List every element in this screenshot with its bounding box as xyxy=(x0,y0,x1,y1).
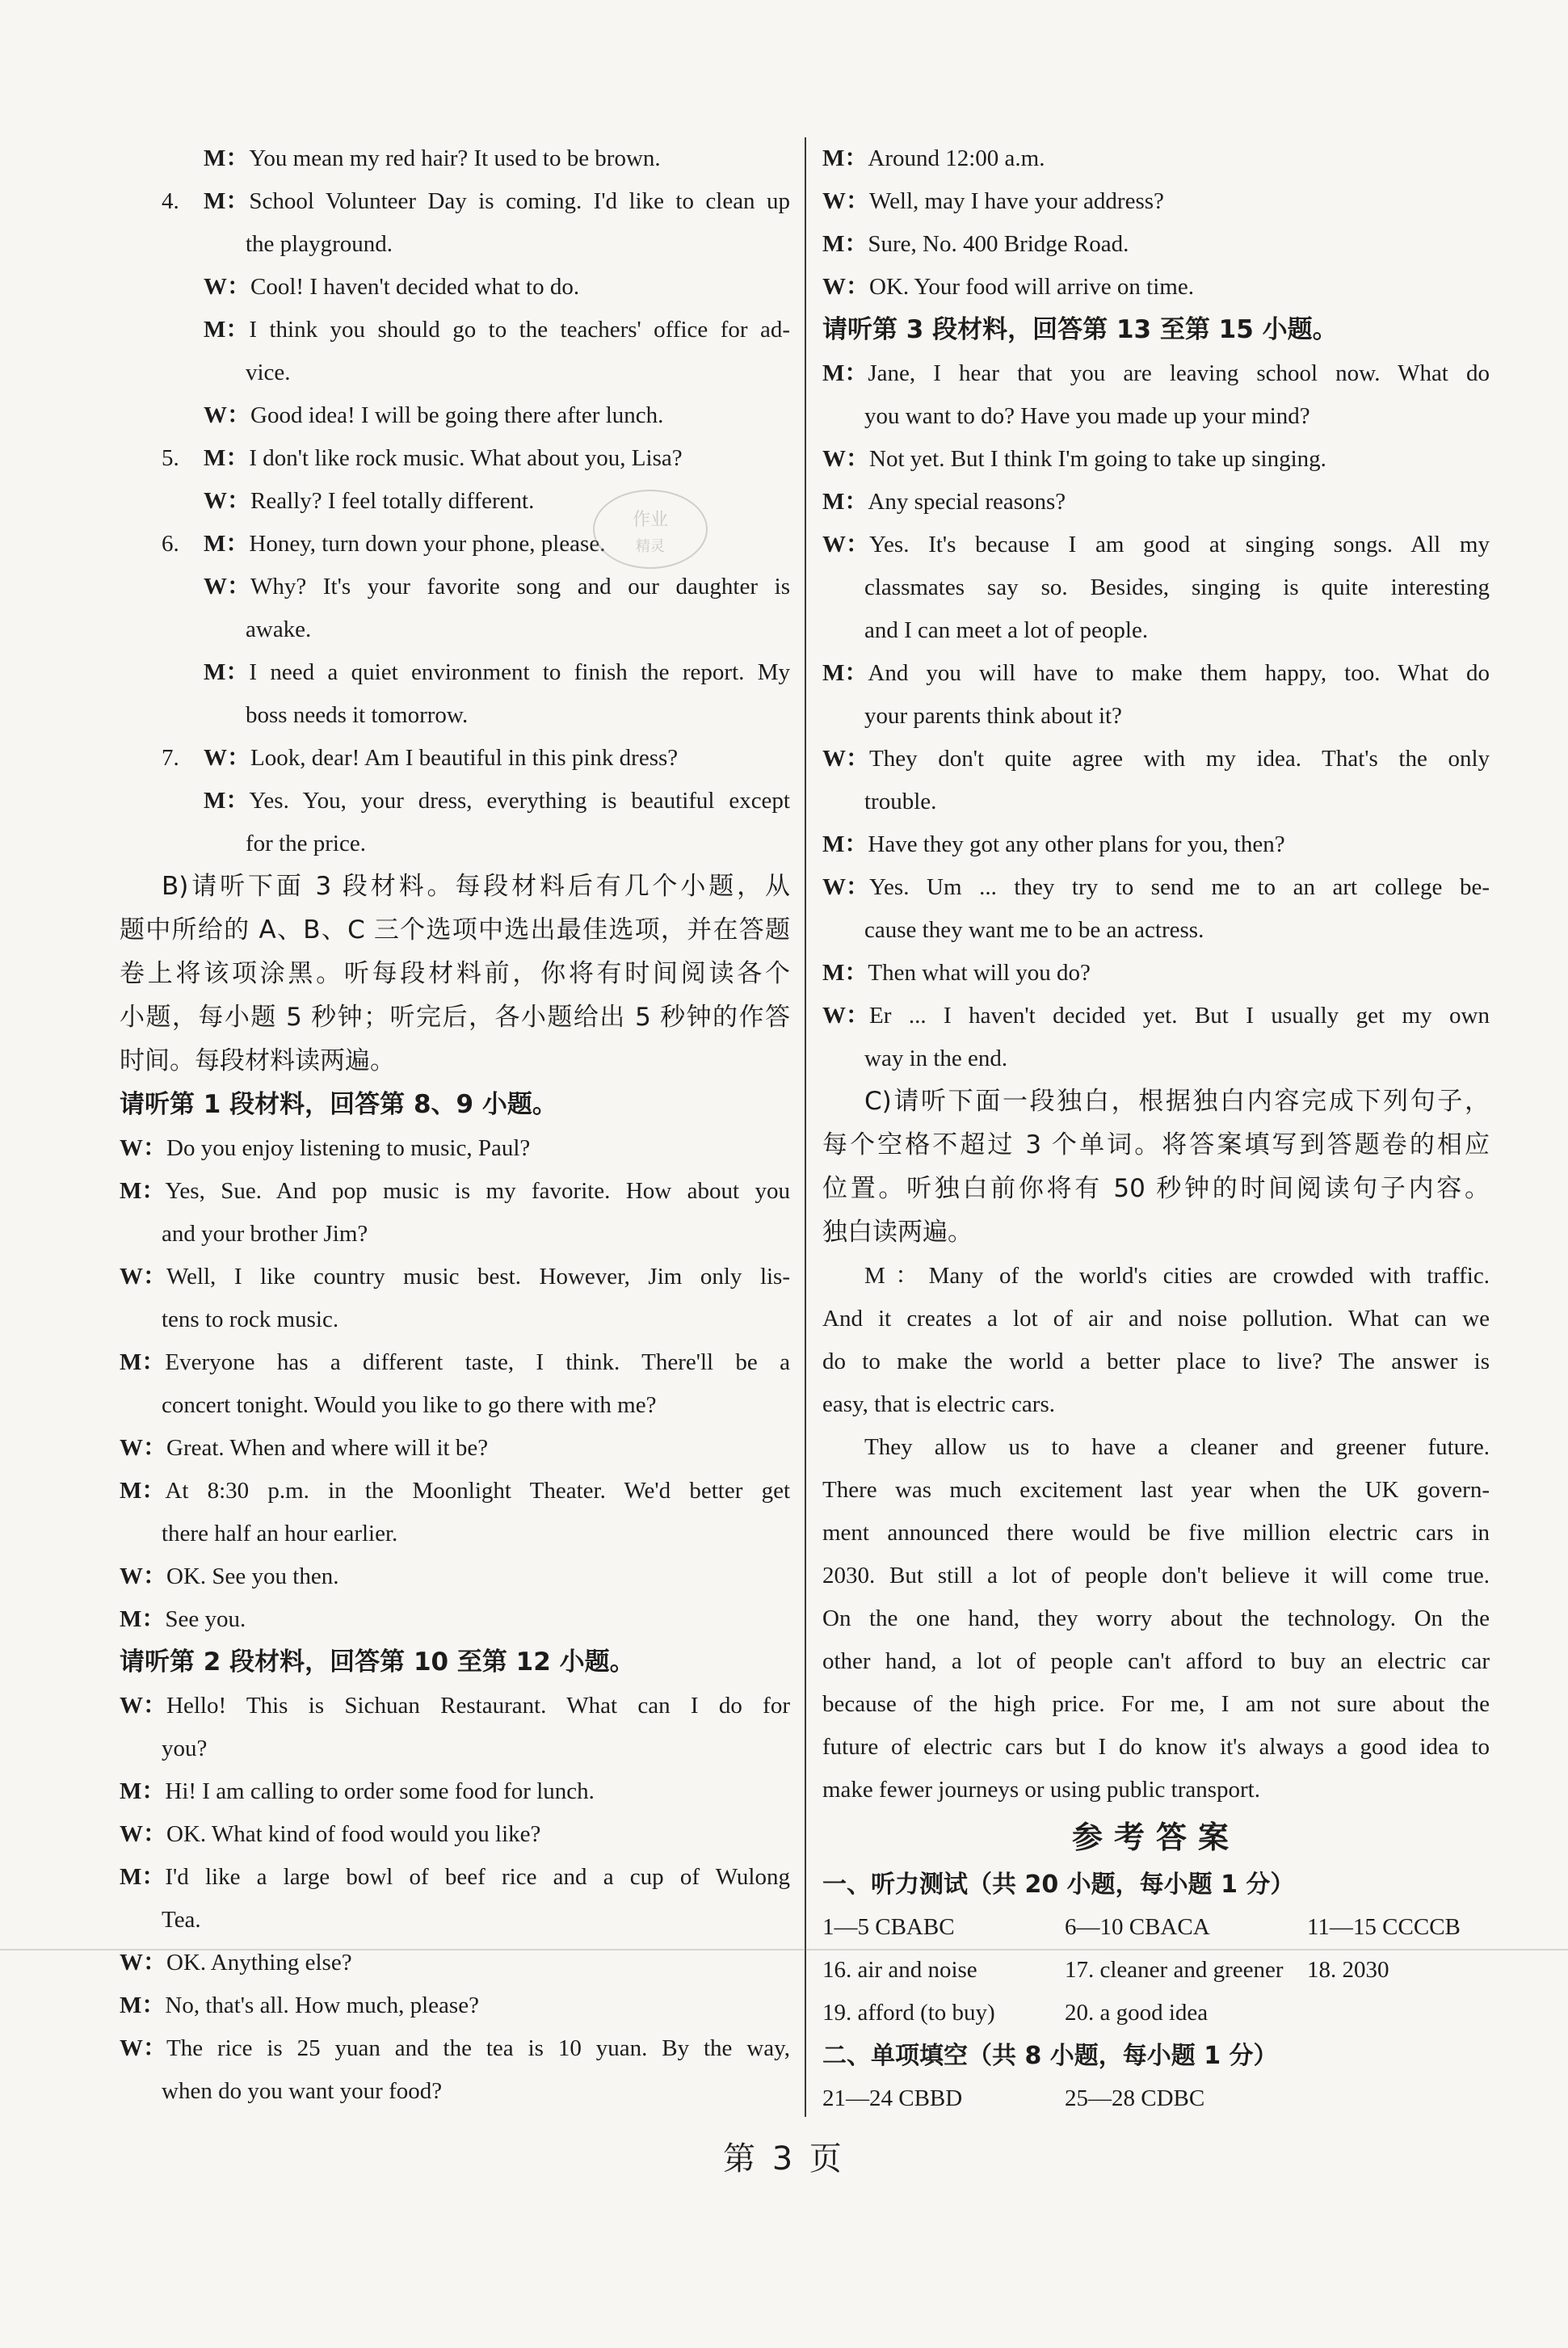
speaker-label: M： xyxy=(204,317,250,343)
dialogue-text: Have they got any other plans for you, then? xyxy=(868,831,1285,857)
dialogue-text: Any special reasons? xyxy=(868,489,1066,515)
text-line xyxy=(120,1685,790,1727)
text-line xyxy=(120,1598,790,1641)
text-line xyxy=(120,1770,790,1813)
text-line xyxy=(822,1037,1490,1080)
speaker-label: W： xyxy=(204,574,251,600)
dialogue-text: At 8:30 p.m. in the Moonlight Theater. We'd better get xyxy=(165,1478,790,1504)
text-line xyxy=(120,1942,790,1984)
dialogue-text: and your brother Jim? xyxy=(162,1221,368,1247)
dialogue-text: No, that's all. How much, please? xyxy=(165,1992,479,2018)
text-line xyxy=(822,1469,1490,1512)
text-line xyxy=(822,1426,1490,1469)
speaker-label: W： xyxy=(822,746,870,772)
text-line xyxy=(120,394,790,437)
speaker-label: M： xyxy=(204,659,250,685)
dialogue-text: Around 12:00 a.m. xyxy=(868,145,1045,171)
text-line xyxy=(822,481,1490,524)
dialogue-text: Hello! This is Sichuan Restaurant. What can I do for xyxy=(166,1693,790,1719)
right-column-text xyxy=(822,137,1490,1811)
dialogue-text: They don't quite agree with my idea. That's the only xyxy=(869,746,1490,772)
text-line xyxy=(162,180,790,223)
speaker-label: M： xyxy=(120,1478,166,1504)
dialogue-text: trouble. xyxy=(864,789,937,814)
answer-cell: 11—15 CCCCB xyxy=(1307,1914,1461,1940)
speaker-label: M： xyxy=(822,489,868,515)
speaker-label: M： xyxy=(120,1349,166,1375)
speaker-label: W： xyxy=(204,745,251,771)
text-line xyxy=(822,695,1490,738)
dialogue-text: I'd like a large bowl of beef rice and a cup of Wulong xyxy=(165,1864,790,1890)
svg-text:精灵: 精灵 xyxy=(636,538,665,555)
text-line xyxy=(120,2070,790,2113)
dialogue-text: ment announced there would be five million electric cars in xyxy=(822,1520,1490,1546)
answer-cell: 18. 2030 xyxy=(1307,1957,1389,1983)
text-line xyxy=(120,223,790,266)
speaker-label: W： xyxy=(822,532,870,558)
text-line xyxy=(822,1769,1490,1811)
instruction-text: 题中所给的 A、B、C 三个选项中选出最佳选项，并在答题 xyxy=(120,915,790,945)
instruction-text: 每个空格不超过 3 个单词。将答案填写到答题卷的相应 xyxy=(822,1130,1490,1159)
text-line xyxy=(822,180,1490,223)
dialogue-text: They allow us to have a cleaner and greener future. xyxy=(864,1434,1490,1460)
dialogue-text: your parents think about it? xyxy=(864,703,1122,729)
text-line xyxy=(120,694,790,737)
text-line xyxy=(822,438,1490,481)
speaker-label: M： xyxy=(204,788,250,814)
answer-title: 参考答案 xyxy=(1071,1820,1240,1855)
answer-cell: 19. afford (to buy) xyxy=(822,2000,995,2026)
dialogue-text: OK. Anything else? xyxy=(166,1950,352,1976)
speaker-label: M： xyxy=(822,145,868,171)
text-line xyxy=(822,995,1490,1037)
text-line xyxy=(822,1168,1490,1211)
text-line xyxy=(120,1341,790,1384)
dialogue-text: Sure, No. 400 Bridge Road. xyxy=(868,231,1129,257)
dialogue-text: tens to rock music. xyxy=(162,1307,339,1332)
speaker-label: W： xyxy=(120,1821,167,1847)
text-line xyxy=(120,1984,790,2027)
answer-section-listening: 一、听力测试（共 20 小题，每小题 1 分） xyxy=(822,1870,1295,1899)
dialogue-text: the playground. xyxy=(246,231,393,257)
speaker-label: W： xyxy=(120,1435,167,1461)
speaker-label: M： xyxy=(120,1778,166,1804)
text-line xyxy=(120,780,790,823)
dialogue-text: you want to do? Have you made up your mind? xyxy=(864,403,1310,429)
speaker-label: W： xyxy=(120,1135,167,1161)
text-line xyxy=(822,823,1490,866)
item-number: 4. xyxy=(162,188,179,214)
answer-cell: 25—28 CDBC xyxy=(1065,2085,1205,2111)
item-number: 6. xyxy=(162,531,179,557)
dialogue-text: On the one hand, they worry about the technology. On the xyxy=(822,1605,1490,1631)
speaker-label: M： xyxy=(822,960,868,986)
instruction-text: 请听第 1 段材料，回答第 8、9 小题。 xyxy=(120,1090,557,1119)
dialogue-text: Tea. xyxy=(162,1907,201,1933)
instruction-text: 位置。听独白前你将有 50 秒钟的时间阅读句子内容。 xyxy=(822,1174,1490,1203)
instruction-text: 独白读两遍。 xyxy=(822,1218,973,1247)
instruction-text: 请听第 2 段材料，回答第 10 至第 12 小题。 xyxy=(120,1647,635,1677)
dialogue-text: because of the high price. For me, I am not sure about the xyxy=(822,1691,1490,1717)
speaker-label: M： xyxy=(120,1606,166,1632)
instruction-text: 小题，每小题 5 秒钟；听完后，各小题给出 5 秒钟的作答 xyxy=(120,1003,790,1032)
text-line xyxy=(120,1470,790,1513)
watermark-stamp-icon xyxy=(590,485,711,574)
instruction-text: C)请听下面一段独白，根据独白内容完成下列句子， xyxy=(864,1087,1490,1116)
text-line xyxy=(120,266,790,309)
speaker-label: W： xyxy=(120,1563,167,1589)
dialogue-text: Er ... I haven't decided yet. But I usually get my own xyxy=(869,1003,1490,1029)
speaker-label: M： xyxy=(204,145,250,171)
text-line xyxy=(120,1213,790,1256)
text-line xyxy=(120,1084,790,1127)
dialogue-text: School Volunteer Day is coming. I'd like to clean up xyxy=(249,188,790,214)
dialogue-text: boss needs it tomorrow. xyxy=(246,702,469,728)
answer-cell: 16. air and noise xyxy=(822,1957,977,1983)
text-line xyxy=(120,608,790,651)
dialogue-text: OK. See you then. xyxy=(166,1563,339,1589)
answer-key xyxy=(822,1811,1490,2120)
speaker-label: W： xyxy=(822,874,870,900)
text-line xyxy=(822,1340,1490,1383)
dialogue-text: Yes. It's because I am good at singing songs. All my xyxy=(869,532,1490,558)
svg-text:作业: 作业 xyxy=(632,510,669,530)
answer-cell: 20. a good idea xyxy=(1065,2000,1209,2026)
text-line xyxy=(822,1080,1490,1124)
dialogue-text: easy, that is electric cars. xyxy=(822,1391,1055,1417)
speaker-label: W： xyxy=(120,1264,167,1290)
text-line xyxy=(822,781,1490,823)
text-line xyxy=(120,1170,790,1213)
text-line xyxy=(822,1555,1490,1597)
speaker-label: W： xyxy=(120,1950,167,1976)
dialogue-text: Why? It's your favorite song and our daughter is xyxy=(250,574,790,600)
speaker-label: M： xyxy=(204,531,250,557)
answer-row xyxy=(822,1906,1490,1949)
dialogue-text: 2030. But still a lot of people don't believe it will come true. xyxy=(822,1563,1490,1588)
text-line xyxy=(822,395,1490,438)
right-column xyxy=(822,137,1490,2120)
text-line xyxy=(120,351,790,394)
text-line xyxy=(120,909,790,953)
text-line xyxy=(822,738,1490,781)
text-line xyxy=(162,437,790,480)
dialogue-text: Well, I like country music best. However, Jim only lis- xyxy=(166,1264,790,1290)
text-line xyxy=(822,1726,1490,1769)
text-line xyxy=(822,1597,1490,1640)
speaker-label: W： xyxy=(204,274,251,300)
dialogue-text: for the price. xyxy=(246,831,366,856)
speaker-label: M： xyxy=(204,445,250,471)
text-line xyxy=(120,1040,790,1084)
text-line xyxy=(822,223,1490,266)
answer-rows-listening xyxy=(822,1906,1490,2035)
dialogue-text: The rice is 25 yuan and the tea is 10 yuan. By the way, xyxy=(166,2035,790,2061)
text-line xyxy=(120,996,790,1040)
dialogue-text: there half an hour earlier. xyxy=(162,1521,398,1546)
speaker-label: M： xyxy=(204,188,250,214)
dialogue-text: M：Many of the world's cities are crowded with traffic. xyxy=(864,1263,1490,1289)
text-line xyxy=(822,952,1490,995)
answer-rows-single-choice xyxy=(822,2077,1490,2120)
dialogue-text: way in the end. xyxy=(864,1046,1008,1071)
dialogue-text: I need a quiet environment to finish the report. My xyxy=(249,659,790,685)
dialogue-text: vice. xyxy=(246,360,291,385)
item-number: 7. xyxy=(162,745,179,771)
dialogue-text: Well, may I have your address? xyxy=(869,188,1164,214)
text-line xyxy=(822,1512,1490,1555)
speaker-label: W： xyxy=(204,402,251,428)
text-line xyxy=(120,1641,790,1685)
text-line xyxy=(120,823,790,865)
text-line xyxy=(162,737,790,780)
dialogue-text: You mean my red hair? It used to be brown. xyxy=(249,145,661,171)
dialogue-text: Not yet. But I think I'm going to take up singing. xyxy=(869,446,1326,472)
text-line xyxy=(120,1298,790,1341)
dialogue-text: Yes, Sue. And pop music is my favorite. How about you xyxy=(165,1178,790,1204)
speaker-label: W： xyxy=(822,1003,870,1029)
answer-cell: 21—24 CBBD xyxy=(822,2085,963,2111)
dialogue-text: Then what will you do? xyxy=(868,960,1091,986)
dialogue-text: I don't like rock music. What about you, Lisa? xyxy=(249,445,683,471)
dialogue-text: awake. xyxy=(246,616,312,642)
text-line xyxy=(822,137,1490,180)
dialogue-text: Yes. Um ... they try to send me to an art college be- xyxy=(869,874,1490,900)
dialogue-text: cause they want me to be an actress. xyxy=(864,917,1204,943)
speaker-label: W： xyxy=(204,488,251,514)
dialogue-text: See you. xyxy=(165,1606,246,1632)
dialogue-text: And it creates a lot of air and noise pollution. What can we xyxy=(822,1306,1490,1332)
text-line xyxy=(120,1513,790,1555)
speaker-label: M： xyxy=(822,360,868,386)
instruction-text: 时间。每段材料读两遍。 xyxy=(120,1046,395,1075)
speaker-label: W： xyxy=(822,274,870,300)
speaker-label: M： xyxy=(120,1178,166,1204)
text-line xyxy=(120,1256,790,1298)
speaker-label: W： xyxy=(822,188,870,214)
dialogue-text: future of electric cars but I do know it's always a good idea to xyxy=(822,1734,1490,1760)
dialogue-text: Hi! I am calling to order some food for lunch. xyxy=(165,1778,595,1804)
dialogue-text: Good idea! I will be going there after lunch. xyxy=(250,402,664,428)
text-line xyxy=(822,1124,1490,1168)
instruction-text: B)请听下面 3 段材料。每段材料后有几个小题，从 xyxy=(162,872,790,901)
dialogue-text: Honey, turn down your phone, please. xyxy=(249,531,606,557)
speaker-label: M： xyxy=(120,1864,166,1890)
text-line xyxy=(120,1555,790,1598)
text-line xyxy=(120,1427,790,1470)
dialogue-text: Everyone has a different taste, I think. There'll be a xyxy=(165,1349,790,1375)
dialogue-text: classmates say so. Besides, singing is quite interesting xyxy=(864,574,1490,600)
text-line xyxy=(120,1856,790,1899)
dialogue-text: Great. When and where will it be? xyxy=(166,1435,489,1461)
text-line xyxy=(822,352,1490,395)
item-number: 5. xyxy=(162,445,179,471)
speaker-label: M： xyxy=(822,831,868,857)
left-column xyxy=(120,137,790,2113)
speaker-label: M： xyxy=(822,660,868,686)
text-line xyxy=(120,2027,790,2070)
dialogue-text: OK. What kind of food would you like? xyxy=(166,1821,541,1847)
dialogue-text: Look, dear! Am I beautiful in this pink dress? xyxy=(250,745,679,771)
text-line xyxy=(120,1384,790,1427)
answer-row xyxy=(822,2077,1490,2120)
text-line xyxy=(822,1298,1490,1340)
page-number: 第 3 页 xyxy=(723,2140,845,2178)
text-line xyxy=(822,566,1490,609)
text-line xyxy=(120,137,790,180)
text-line xyxy=(120,1813,790,1856)
dialogue-text: I think you should go to the teachers' office for ad- xyxy=(249,317,790,343)
text-line xyxy=(822,909,1490,952)
dialogue-text: And you will have to make them happy, too. What do xyxy=(868,660,1490,686)
dialogue-text: Jane, I hear that you are leaving school now. What do xyxy=(868,360,1490,386)
dialogue-text: you? xyxy=(162,1736,208,1761)
speaker-label: W： xyxy=(822,446,870,472)
answer-cell: 17. cleaner and greener xyxy=(1065,1957,1284,1983)
speaker-label: W： xyxy=(120,2035,167,2061)
dialogue-text: There was much excitement last year when the UK govern- xyxy=(822,1477,1490,1503)
column-divider xyxy=(805,137,806,2117)
answer-cell: 6—10 CBACA xyxy=(1065,1914,1210,1940)
text-line xyxy=(120,1727,790,1770)
text-line xyxy=(120,865,790,909)
dialogue-text: Really? I feel totally different. xyxy=(250,488,535,514)
speaker-label: W： xyxy=(120,1693,167,1719)
text-line xyxy=(822,866,1490,909)
text-line xyxy=(822,1640,1490,1683)
dialogue-text: make fewer journeys or using public transport. xyxy=(822,1777,1260,1803)
text-line xyxy=(120,1899,790,1942)
text-line xyxy=(822,1211,1490,1255)
text-line xyxy=(120,309,790,351)
instruction-text: 卷上将该项涂黑。听每段材料前，你将有时间阅读各个 xyxy=(120,959,790,988)
instruction-text: 请听第 3 段材料，回答第 13 至第 15 小题。 xyxy=(822,315,1338,344)
dialogue-text: when do you want your food? xyxy=(162,2078,443,2104)
dialogue-text: Yes. You, your dress, everything is beautiful except xyxy=(249,788,790,814)
text-line xyxy=(822,266,1490,309)
text-line xyxy=(822,524,1490,566)
text-line xyxy=(822,1383,1490,1426)
answer-section-single-choice: 二、单项填空（共 8 小题，每小题 1 分） xyxy=(822,2042,1278,2070)
speaker-label: M： xyxy=(822,231,868,257)
speaker-label: M： xyxy=(120,1992,166,2018)
text-line xyxy=(822,652,1490,695)
dialogue-text: Do you enjoy listening to music, Paul? xyxy=(166,1135,531,1161)
text-line xyxy=(822,1683,1490,1726)
dialogue-text: OK. Your food will arrive on time. xyxy=(869,274,1194,300)
answer-cell: 1—5 CBABC xyxy=(822,1914,955,1940)
text-line xyxy=(120,651,790,694)
text-line xyxy=(822,1255,1490,1298)
dialogue-text: concert tonight. Would you like to go there with me? xyxy=(162,1392,657,1418)
dialogue-text: other hand, a lot of people can't afford to buy an electric car xyxy=(822,1648,1490,1674)
dialogue-text: do to make the world a better place to live? The answer is xyxy=(822,1349,1490,1374)
answer-row xyxy=(822,1992,1490,2035)
text-line xyxy=(120,1127,790,1170)
text-line xyxy=(120,953,790,996)
text-line xyxy=(822,309,1490,352)
answer-row xyxy=(822,1949,1490,1992)
dialogue-text: Cool! I haven't decided what to do. xyxy=(250,274,580,300)
dialogue-text: and I can meet a lot of people. xyxy=(864,617,1149,643)
text-line xyxy=(822,609,1490,652)
